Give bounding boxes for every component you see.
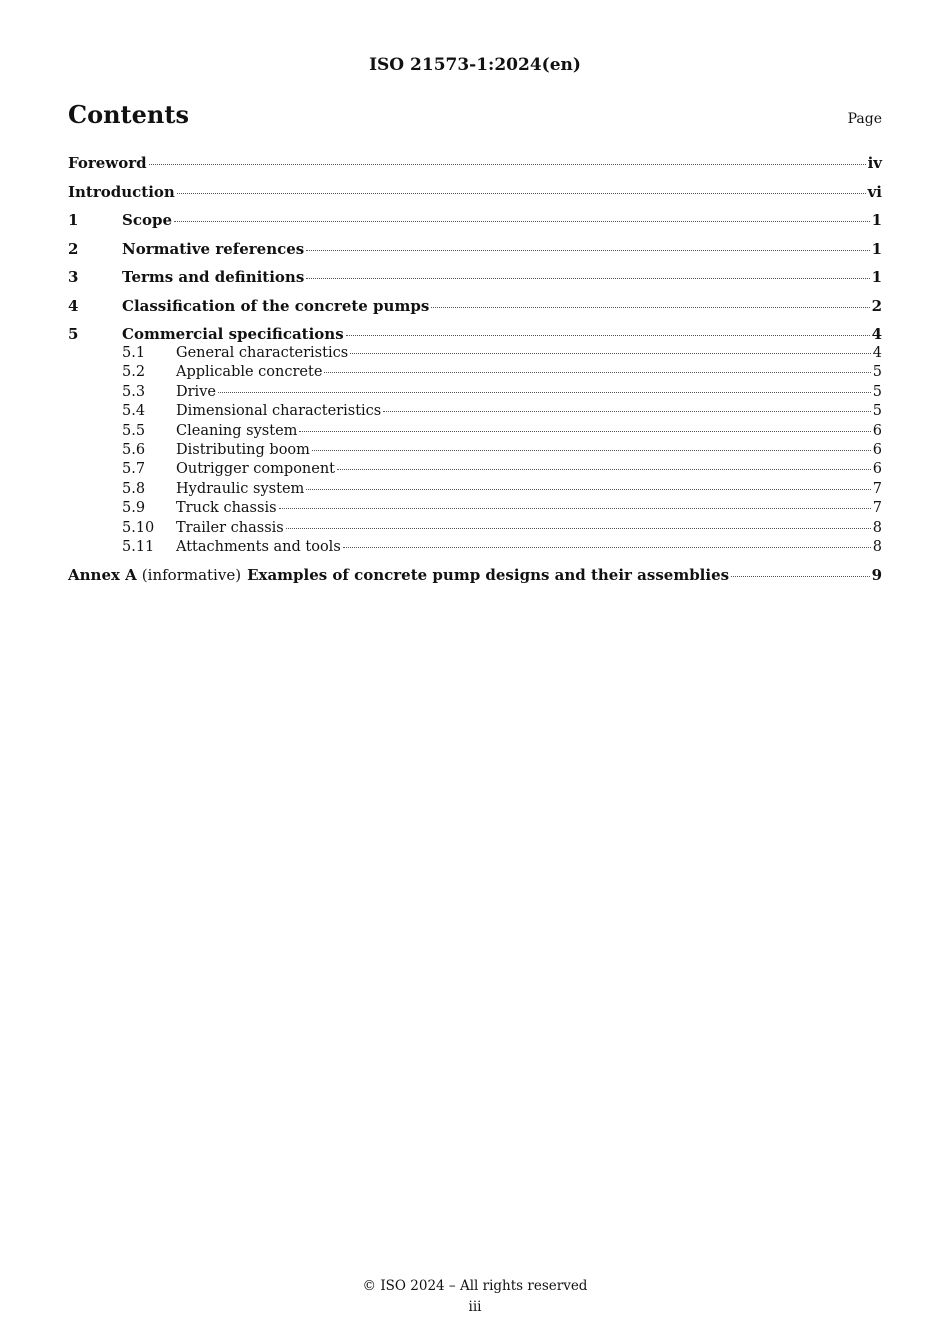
dot-leader [731,576,869,577]
subclause-number: 5.2 [122,364,146,381]
toc-entry-title: Truck chassis [176,500,277,517]
toc-entry-subclause-5-1[interactable] [68,344,882,363]
annex-type: (informative) [141,566,242,585]
toc-entry-page: 2 [871,296,882,315]
toc-entry-title: Introduction [68,182,175,201]
toc-entry-title: Classification of the concrete pumps [122,296,430,315]
subclause-number: 5.8 [122,480,146,497]
toc-entry-page: 1 [871,268,882,286]
toc-entry-page: 9 [871,566,882,585]
toc-entry-title: Cleaning system [176,422,298,439]
contents-header [68,100,882,129]
toc-entry-title: Examples of concrete pump designs and their assemblies [247,566,730,585]
toc-entry-page: iv [867,154,882,172]
clause-number: 2 [68,239,79,258]
clause-number: 4 [68,296,79,315]
subclause-number: 5.10 [122,519,155,536]
toc-entry-page: 8 [872,519,882,536]
dot-leader [286,528,871,529]
toc-entry-clause-2[interactable] [68,240,882,259]
dot-leader [299,431,870,432]
toc-entry-title: Commercial specifications [122,325,344,343]
toc-entry-title: Dimensional characteristics [176,403,382,420]
clause-number: 3 [68,268,79,286]
toc-entry-title: Attachments and tools [176,539,341,556]
subclause-number: 5.3 [122,383,146,400]
toc-entry-subclause-5-11[interactable] [68,538,882,557]
toc-entry-subclause-5-7[interactable] [68,460,882,479]
toc-entry-title: Foreword [68,154,147,172]
dot-leader [350,353,871,354]
toc-entry-page: 4 [872,345,882,361]
toc-entry-title: Outrigger component [176,461,336,478]
dot-leader [218,392,871,393]
toc-entry-subclause-5-5[interactable] [68,422,882,441]
toc-entry-page: 6 [872,461,882,478]
toc-entry-foreword[interactable] [68,154,882,173]
dot-leader [431,307,869,308]
document-id: ISO 21573-1:2024(en) [369,55,581,75]
toc-entry-page: 5 [872,403,882,420]
toc-entry-subclause-5-9[interactable] [68,499,882,518]
dot-leader [312,450,871,451]
subclause-number: 5.7 [122,461,146,478]
toc-entry-clause-3[interactable] [68,268,882,287]
annex-label: Annex A [68,566,137,585]
page-number: iii [468,1299,482,1315]
dot-leader [279,508,871,509]
toc-entry-annex-a[interactable] [68,566,882,585]
toc-entry-title: Distributing boom [176,442,310,459]
toc-entry-title: Hydraulic system [176,480,305,497]
subclause-number: 5.1 [122,345,146,361]
dot-leader [324,372,870,373]
toc-entry-subclause-5-3[interactable] [68,383,882,402]
dot-leader [306,278,869,279]
toc-entry-title: Terms and definitions [122,268,305,286]
toc-entry-clause-4[interactable] [68,297,882,316]
toc-entry-page: vi [867,182,882,201]
contents-title: Contents [68,100,189,129]
dot-leader [306,250,869,251]
toc-entry-title: Applicable concrete [176,364,323,381]
toc-entry-page: 1 [871,211,882,229]
subclause-number: 5.5 [122,422,146,439]
clause-number: 5 [68,325,79,343]
toc-entry-page: 6 [872,442,882,459]
page-footer [0,1276,950,1318]
toc-entry-page: 7 [872,500,882,517]
dot-leader [337,469,871,470]
subclause-number: 5.6 [122,442,146,459]
toc-entry-page: 5 [872,364,882,381]
toc-entry-clause-5[interactable] [68,325,882,344]
dot-leader [177,193,866,194]
toc-entry-title: Drive [176,383,216,400]
toc-entry-introduction[interactable] [68,183,882,202]
dot-leader [343,547,871,548]
copyright-notice: © ISO 2024 – All rights reserved [362,1278,588,1294]
toc-entry-page: 7 [872,480,882,497]
toc-entry-page: 5 [872,383,882,400]
toc-entry-clause-1[interactable] [68,211,882,230]
table-of-contents [68,154,882,595]
toc-entry-subclause-5-8[interactable] [68,480,882,499]
toc-entry-title: Scope [122,211,173,229]
toc-entry-title: Trailer chassis [176,519,284,536]
toc-entry-page: 6 [872,422,882,439]
toc-entry-subclause-5-6[interactable] [68,441,882,460]
toc-entry-title: Normative references [122,239,305,258]
dot-leader [346,335,870,336]
dot-leader [174,221,870,222]
toc-entry-subclause-5-2[interactable] [68,363,882,382]
dot-leader [149,164,866,165]
toc-entry-page: 8 [872,539,882,556]
page-column-label: Page [847,111,882,127]
subclause-number: 5.11 [122,539,155,556]
toc-entry-subclause-5-10[interactable] [68,519,882,538]
dot-leader [306,489,870,490]
toc-entry-title: General characteristics [176,345,349,361]
clause-number: 1 [68,211,79,229]
dot-leader [383,411,871,412]
subclause-number: 5.9 [122,500,146,517]
toc-entry-page: 4 [871,325,882,343]
toc-entry-subclause-5-4[interactable] [68,402,882,421]
toc-entry-page: 1 [871,239,882,258]
subclause-number: 5.4 [122,403,146,420]
